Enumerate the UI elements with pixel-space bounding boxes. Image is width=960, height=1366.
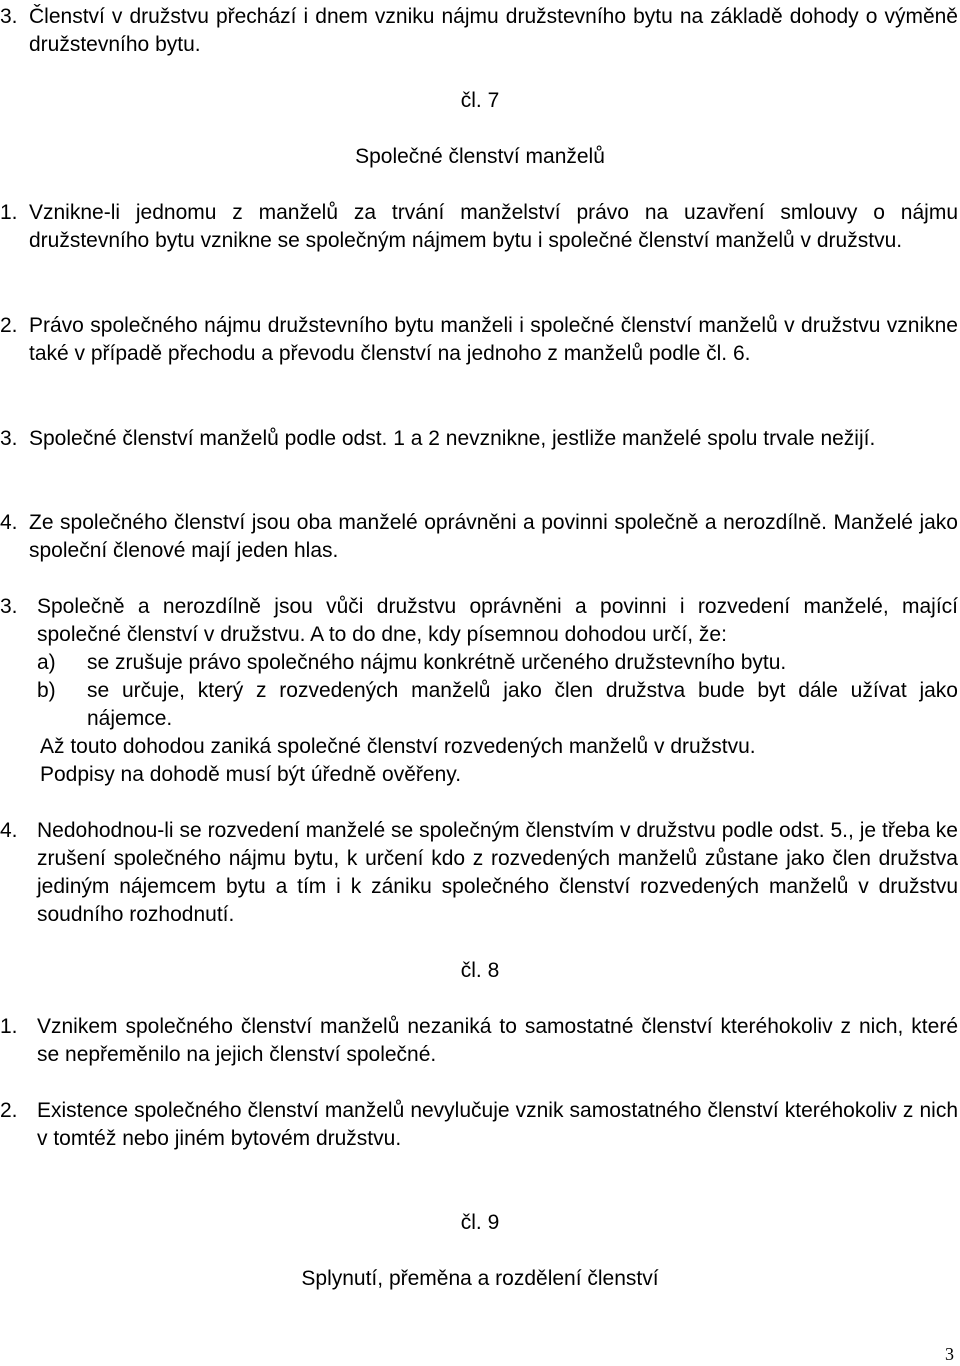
- paragraph-number: 1.: [0, 1015, 18, 1038]
- paragraph-number: 2.: [0, 1099, 18, 1122]
- paragraph-number: 4.: [0, 819, 18, 842]
- article-7-paragraph-2: [0, 312, 958, 368]
- paragraph-tail-2: Podpisy na dohodě musí být úředně ověřeny.: [40, 763, 462, 786]
- paragraph-text: Právo společného nájmu družstevního bytu manželi i společné členství manželů v družstvu vznikne také v případě přechodu a převodu členství na jednoho z manželů podle čl. 6.: [29, 314, 958, 365]
- paragraph-number: 4.: [0, 511, 18, 534]
- list-item-b-label: b): [37, 679, 56, 702]
- article-7-paragraph-3: [0, 425, 958, 453]
- paragraph-text: Ze společného členství jsou oba manželé oprávněni a povinni společně a nerozdílně. Manželé jako společní členové mají jeden hlas.: [29, 511, 958, 562]
- article-8-paragraph-1: [0, 1013, 958, 1069]
- article-7-paragraph-1: [0, 199, 958, 255]
- article-8-paragraph-2: [0, 1097, 958, 1153]
- paragraph-text: Vznikem společného členství manželů nezaniká to samostatné členství kteréhokoliv z nich, které se nepřeměnilo na jejich členství společné.: [37, 1015, 958, 1066]
- list-item-a-label: a): [37, 651, 56, 674]
- paragraph-number: 3.: [0, 595, 18, 618]
- paragraph-text: Společně a nerozdílně jsou vůči družstvu oprávněni a povinni i rozvedení manželé, mající společné členství v družstvu. A to do dne, kdy písemnou dohodou určí, že:: [37, 595, 958, 646]
- paragraph-text: Nedohodnou-li se rozvedení manželé se společným členstvím v družstvu podle odst. 5., je třeba ke zrušení společného nájmu bytu, k určení kdo z rozvedených manželů zůstane jako člen družstva jediným nájemcem bytu a tím i k zániku společného členství rozvedených manželů v družstvu soudního rozhodnutí.: [37, 819, 958, 926]
- page-number: 3: [945, 1344, 954, 1364]
- article-7-paragraph-3b: [0, 593, 958, 649]
- paragraph-number: 3.: [0, 5, 18, 28]
- paragraph-text: Členství v družstvu přechází i dnem vzniku nájmu družstevního bytu na základě dohody o výměně družstevního bytu.: [29, 5, 958, 56]
- paragraph-number: 2.: [0, 314, 18, 337]
- article-9-heading: čl. 9: [460, 1211, 500, 1234]
- article-7-title: Společné členství manželů: [355, 145, 605, 168]
- list-item-b-text: se určuje, který z rozvedených manželů jako člen družstva bude byt dále užívat jako nájemce.: [87, 679, 958, 730]
- paragraph-number: 3.: [0, 427, 18, 450]
- paragraph-text: Společné členství manželů podle odst. 1 a 2 nevznikne, jestliže manželé spolu trvale nežijí.: [29, 427, 876, 450]
- list-item-a-text: se zrušuje právo společného nájmu konkrétně určeného družstevního bytu.: [87, 651, 787, 674]
- paragraph-text: Existence společného členství manželů nevylučuje vznik samostatného členství kteréhokoliv z nich v tomtéž nebo jiném bytovém družstvu.: [37, 1099, 958, 1150]
- article-7-paragraph-4: [0, 509, 958, 565]
- article-7-heading: čl. 7: [460, 89, 500, 112]
- article-9-title: Splynutí, přeměna a rozdělení členství: [301, 1267, 659, 1290]
- article-7-paragraph-4b: [0, 817, 958, 929]
- intro-paragraph-3: [0, 3, 958, 59]
- paragraph-number: 1.: [0, 201, 18, 224]
- paragraph-text: Vznikne-li jednomu z manželů za trvání manželství právo na uzavření smlouvy o nájmu družstevního bytu vznikne se společným nájmem bytu i společné členství manželů v družstvu.: [29, 201, 958, 252]
- article-8-heading: čl. 8: [460, 959, 500, 982]
- paragraph-tail-1: Až touto dohodou zaniká společné členství rozvedených manželů v družstvu.: [40, 735, 756, 758]
